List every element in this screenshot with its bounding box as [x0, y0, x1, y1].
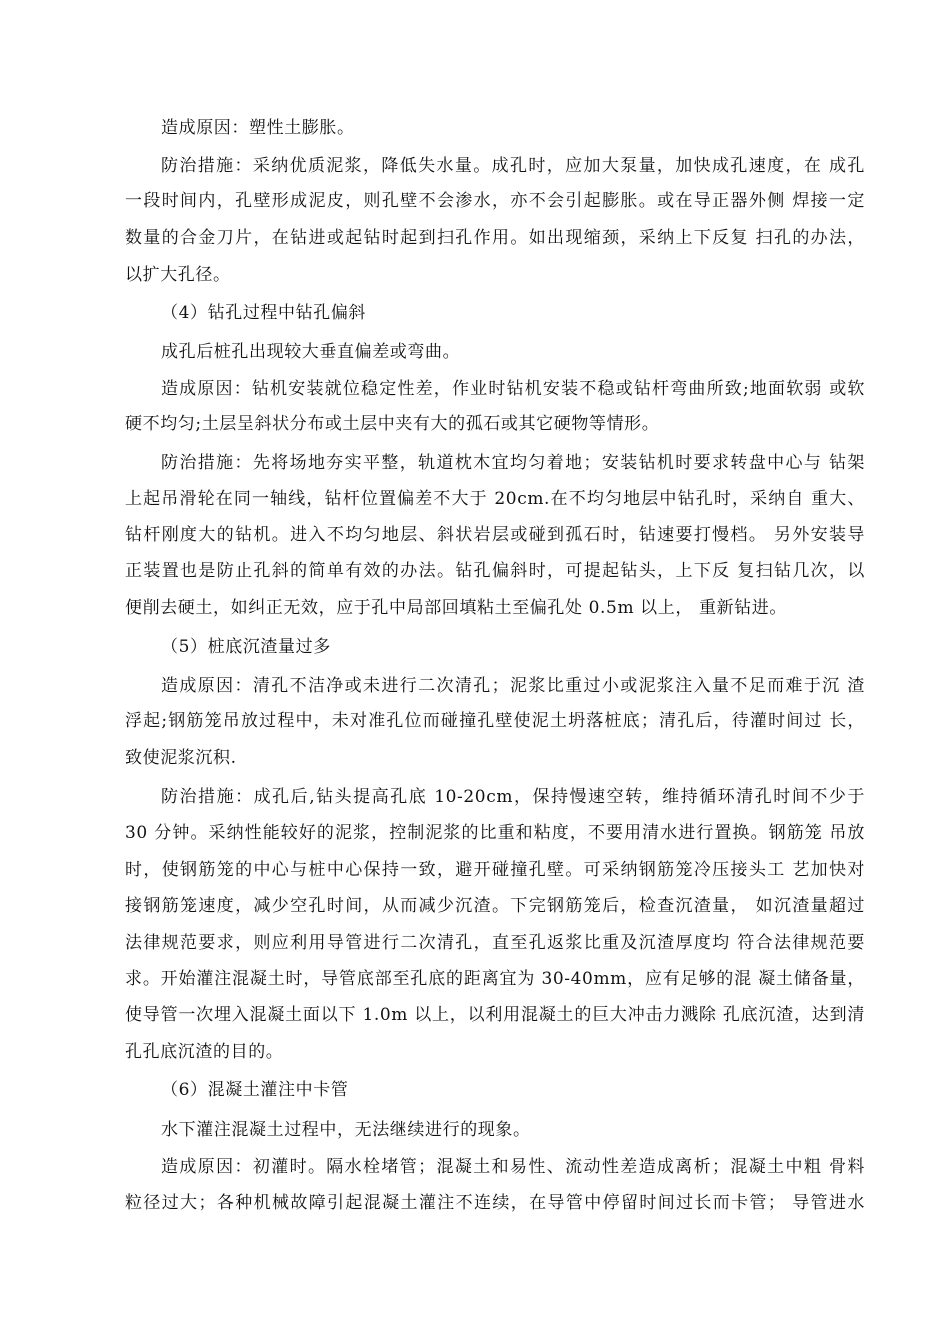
body-text-line: 法律规范要求，则应利用导管进行二次清孔，直至孔返浆比重及沉渣厚度均 符合法律规范要	[125, 933, 865, 953]
body-text-line: 致使泥浆沉积.	[125, 748, 237, 768]
body-text-line: 一段时间内，孔壁形成泥皮，则孔壁不会渗水，亦不会引起膨胀。或在导正器外侧 焊接一定	[125, 191, 865, 211]
body-text-line: 30 分钟。采纳性能较好的泥浆，控制泥浆的比重和粘度，不要用清水进行置换。钢筋笼 吊放	[125, 823, 865, 843]
body-text-line: 硬不均匀;土层呈斜状分布或土层中夹有大的孤石或其它硬物等情形。	[125, 414, 660, 434]
body-text-line: 钻杆刚度大的钻机。进入不均匀地层、斜状岩层或碰到孤石时，钻速要打慢档。 另外安装导	[125, 525, 865, 545]
body-text-line: 孔孔底沉渣的目的。	[125, 1042, 284, 1062]
body-text-line: 上起吊滑轮在同一轴线，钻杆位置偏差不大于 20cm.在不均匀地层中钻孔时，采纳自 重大、	[125, 489, 865, 509]
body-text-line: 水下灌注混凝土过程中，无法继续进行的现象。	[161, 1120, 531, 1140]
body-text-line: 接钢筋笼速度，减少空孔时间，从而减少沉渣。下完钢筋笼后，检查沉渣量， 如沉渣量超过	[125, 896, 865, 916]
body-text-line: 成孔后桩孔出现较大垂直偏差或弯曲。	[161, 342, 461, 362]
body-text-line: 以扩大孔径。	[125, 265, 231, 285]
body-text-line: 时，使钢筋笼的中心与桩中心保持一致，避开碰撞孔壁。可采纳钢筋笼冷压接头工 艺加快对	[125, 860, 865, 880]
cause-text-line: 造成原因：初灌时。隔水栓堵管；混凝土和易性、流动性差造成离析；混凝土中粗 骨料	[161, 1157, 865, 1177]
section-heading-6: （6）混凝土灌注中卡管	[161, 1080, 349, 1100]
body-text-line: 粒径过大；各种机械故障引起混凝土灌注不连续，在导管中停留时间过长而卡管； 导管进水	[125, 1193, 865, 1213]
body-text-line: 求。开始灌注混凝土时，导管底部至孔底的距离宜为 30-40mm，应有足够的混 凝土储备量，	[125, 969, 865, 989]
cause-text-line: 造成原因：钻机安装就位稳定性差，作业时钻机安装不稳或钻杆弯曲所致;地面软弱 或软	[161, 379, 865, 399]
body-text-line: 便削去硬土，如纠正无效，应于孔中局部回填粘土至偏孔处 0.5m 以上， 重新钻进。	[125, 598, 787, 618]
section-heading-4: （4）钻孔过程中钻孔偏斜	[161, 303, 367, 323]
measure-text-line: 防治措施：先将场地夯实平整，轨道枕木宜均匀着地；安装钻机时要求转盘中心与 钻架	[161, 453, 865, 473]
cause-text-line: 造成原因：塑性土膨胀。	[161, 118, 355, 138]
section-heading-5: （5）桩底沉渣量过多	[161, 637, 331, 657]
measure-text-line: 防治措施：成孔后,钻头提高孔底 10-20cm，保持慢速空转，维持循环清孔时间不少于	[161, 787, 865, 807]
body-text-line: 数量的合金刀片，在钻进或起钻时起到扫孔作用。如出现缩颈，采纳上下反复 扫孔的办法，	[125, 228, 865, 248]
body-text-line: 正装置也是防止孔斜的简单有效的办法。钻孔偏斜时，可提起钻头，上下反 复扫钻几次，以	[125, 561, 865, 581]
cause-text-line: 造成原因：清孔不洁净或未进行二次清孔；泥浆比重过小或泥浆注入量不足而难于沉 渣	[161, 676, 865, 696]
body-text-line: 使导管一次埋入混凝土面以下 1.0m 以上，以利用混凝土的巨大冲击力溅除 孔底沉渣，达到清	[125, 1005, 865, 1025]
body-text-line: 浮起;钢筋笼吊放过程中，未对准孔位而碰撞孔壁使泥土坍落桩底；清孔后，待灌时间过 长，	[125, 711, 865, 731]
measure-text-line: 防治措施：采纳优质泥浆，降低失水量。成孔时，应加大泵量，加快成孔速度，在 成孔	[161, 156, 865, 176]
